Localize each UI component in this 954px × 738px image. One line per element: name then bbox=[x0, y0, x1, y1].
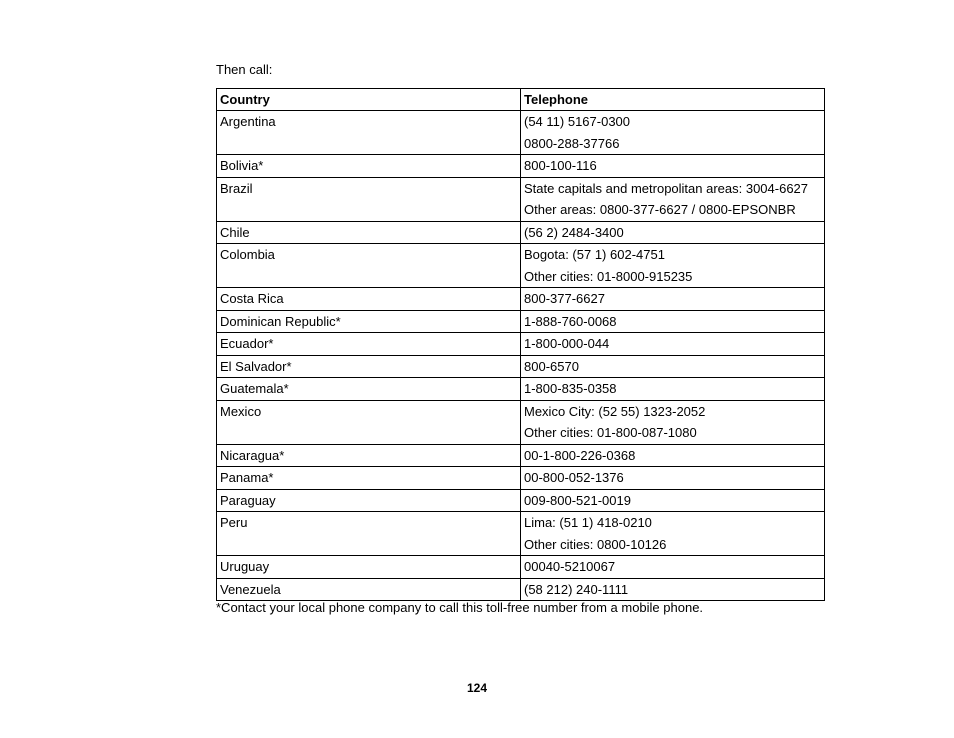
telephone-cell bbox=[521, 310, 825, 333]
country-cell bbox=[217, 111, 521, 155]
telephone-cell bbox=[521, 333, 825, 356]
country-name: Ecuador* bbox=[220, 336, 274, 351]
telephone-number: 1-888-760-0068 bbox=[524, 313, 617, 329]
country-name: Argentina bbox=[220, 114, 276, 129]
country-cell bbox=[217, 512, 521, 556]
country-name: Colombia bbox=[220, 247, 275, 262]
telephone-number: 800-100-116 bbox=[524, 158, 597, 173]
telephone-number: (56 2) 2484-3400 bbox=[524, 224, 624, 240]
country-cell bbox=[217, 400, 521, 444]
table-row bbox=[217, 333, 825, 356]
country-name: Guatemala* bbox=[220, 381, 289, 396]
telephone-cell bbox=[521, 556, 825, 579]
telephone-number: 1-800-000-044 bbox=[524, 336, 610, 351]
table-row bbox=[217, 111, 825, 155]
telephone-number: Bogota: (57 1) 602-4751 bbox=[524, 247, 665, 262]
country-name: Costa Rica bbox=[220, 291, 284, 306]
telephone-cell bbox=[521, 355, 825, 378]
page-number: 124 bbox=[466, 681, 488, 695]
telephone-cell bbox=[521, 444, 825, 467]
table-row bbox=[217, 400, 825, 444]
table-row bbox=[217, 512, 825, 556]
telephone-number: Lima: (51 1) 418-0210 bbox=[524, 515, 652, 530]
telephone-cell bbox=[521, 288, 825, 311]
telephone-number: 800-6570 bbox=[524, 358, 579, 374]
telephone-number: Mexico City: (52 55) 1323-2052 bbox=[524, 403, 706, 419]
telephone-cell bbox=[521, 155, 825, 178]
table-row bbox=[217, 578, 825, 601]
table-row bbox=[217, 177, 825, 221]
telephone-cell bbox=[521, 512, 825, 556]
country-cell bbox=[217, 333, 521, 356]
country-name: Uruguay bbox=[220, 559, 270, 574]
table-row bbox=[217, 378, 825, 401]
country-cell bbox=[217, 467, 521, 490]
country-name: Mexico bbox=[220, 403, 262, 419]
telephone-number: Other cities: 0800-10126 bbox=[524, 536, 667, 552]
country-cell bbox=[217, 444, 521, 467]
table-row bbox=[217, 155, 825, 178]
country-name: Bolivia* bbox=[220, 158, 264, 173]
country-cell bbox=[217, 355, 521, 378]
country-name: Nicaragua* bbox=[220, 447, 285, 463]
telephone-cell bbox=[521, 467, 825, 490]
table-row bbox=[217, 444, 825, 467]
country-cell bbox=[217, 310, 521, 333]
table-row bbox=[217, 221, 825, 244]
telephone-number: 00-800-052-1376 bbox=[524, 470, 624, 485]
table-row bbox=[217, 467, 825, 490]
telephone-number: 009-800-521-0019 bbox=[524, 492, 631, 508]
telephone-number: Other cities: 01-8000-915235 bbox=[524, 268, 693, 284]
country-name: El Salvador* bbox=[220, 358, 292, 374]
telephone-cell bbox=[521, 221, 825, 244]
country-cell bbox=[217, 244, 521, 288]
telephone-number: 1-800-835-0358 bbox=[524, 381, 617, 396]
country-name: Venezuela bbox=[220, 581, 281, 597]
country-cell bbox=[217, 489, 521, 512]
country-name: Brazil bbox=[220, 180, 253, 196]
table-row bbox=[217, 244, 825, 288]
column-header-country: Country bbox=[217, 89, 521, 111]
table-row bbox=[217, 288, 825, 311]
telephone-cell bbox=[521, 244, 825, 288]
country-cell bbox=[217, 578, 521, 601]
telephone-number: (54 11) 5167-0300 bbox=[524, 114, 631, 129]
country-name: Dominican Republic* bbox=[220, 313, 341, 329]
table-row bbox=[217, 489, 825, 512]
country-cell bbox=[217, 177, 521, 221]
telephone-cell bbox=[521, 177, 825, 221]
table-row bbox=[217, 556, 825, 579]
country-name: Chile bbox=[220, 224, 250, 240]
column-header-telephone: Telephone bbox=[521, 89, 825, 111]
table-header-row bbox=[217, 89, 825, 111]
country-cell bbox=[217, 378, 521, 401]
telephone-number: 0800-288-37766 bbox=[524, 135, 620, 151]
telephone-number: 00-1-800-226-0368 bbox=[524, 447, 636, 463]
telephone-number: 800-377-6627 bbox=[524, 291, 605, 306]
table-row bbox=[217, 355, 825, 378]
country-cell bbox=[217, 221, 521, 244]
intro-text: Then call: bbox=[216, 62, 273, 77]
telephone-number: 00040-5210067 bbox=[524, 559, 616, 574]
telephone-cell bbox=[521, 378, 825, 401]
table-body bbox=[217, 111, 825, 601]
telephone-cell bbox=[521, 111, 825, 155]
country-cell bbox=[217, 556, 521, 579]
telephone-number: Other cities: 01-800-087-1080 bbox=[524, 425, 697, 440]
country-name: Panama* bbox=[220, 470, 274, 485]
country-cell bbox=[217, 155, 521, 178]
telephone-number: (58 212) 240-1111 bbox=[524, 581, 629, 597]
telephone-cell bbox=[521, 400, 825, 444]
footnote: *Contact your local phone company to call this toll-free number from a mobile phone. bbox=[216, 600, 704, 615]
telephone-number: Other areas: 0800-377-6627 / 0800-EPSONBR bbox=[524, 202, 796, 217]
country-name: Peru bbox=[220, 515, 248, 530]
telephone-cell bbox=[521, 578, 825, 601]
telephone-number: State capitals and metropolitan areas: 3004-6627 bbox=[524, 180, 809, 196]
country-name: Paraguay bbox=[220, 492, 276, 508]
telephone-cell bbox=[521, 489, 825, 512]
table-row bbox=[217, 310, 825, 333]
country-cell bbox=[217, 288, 521, 311]
support-phone-table bbox=[216, 88, 825, 601]
